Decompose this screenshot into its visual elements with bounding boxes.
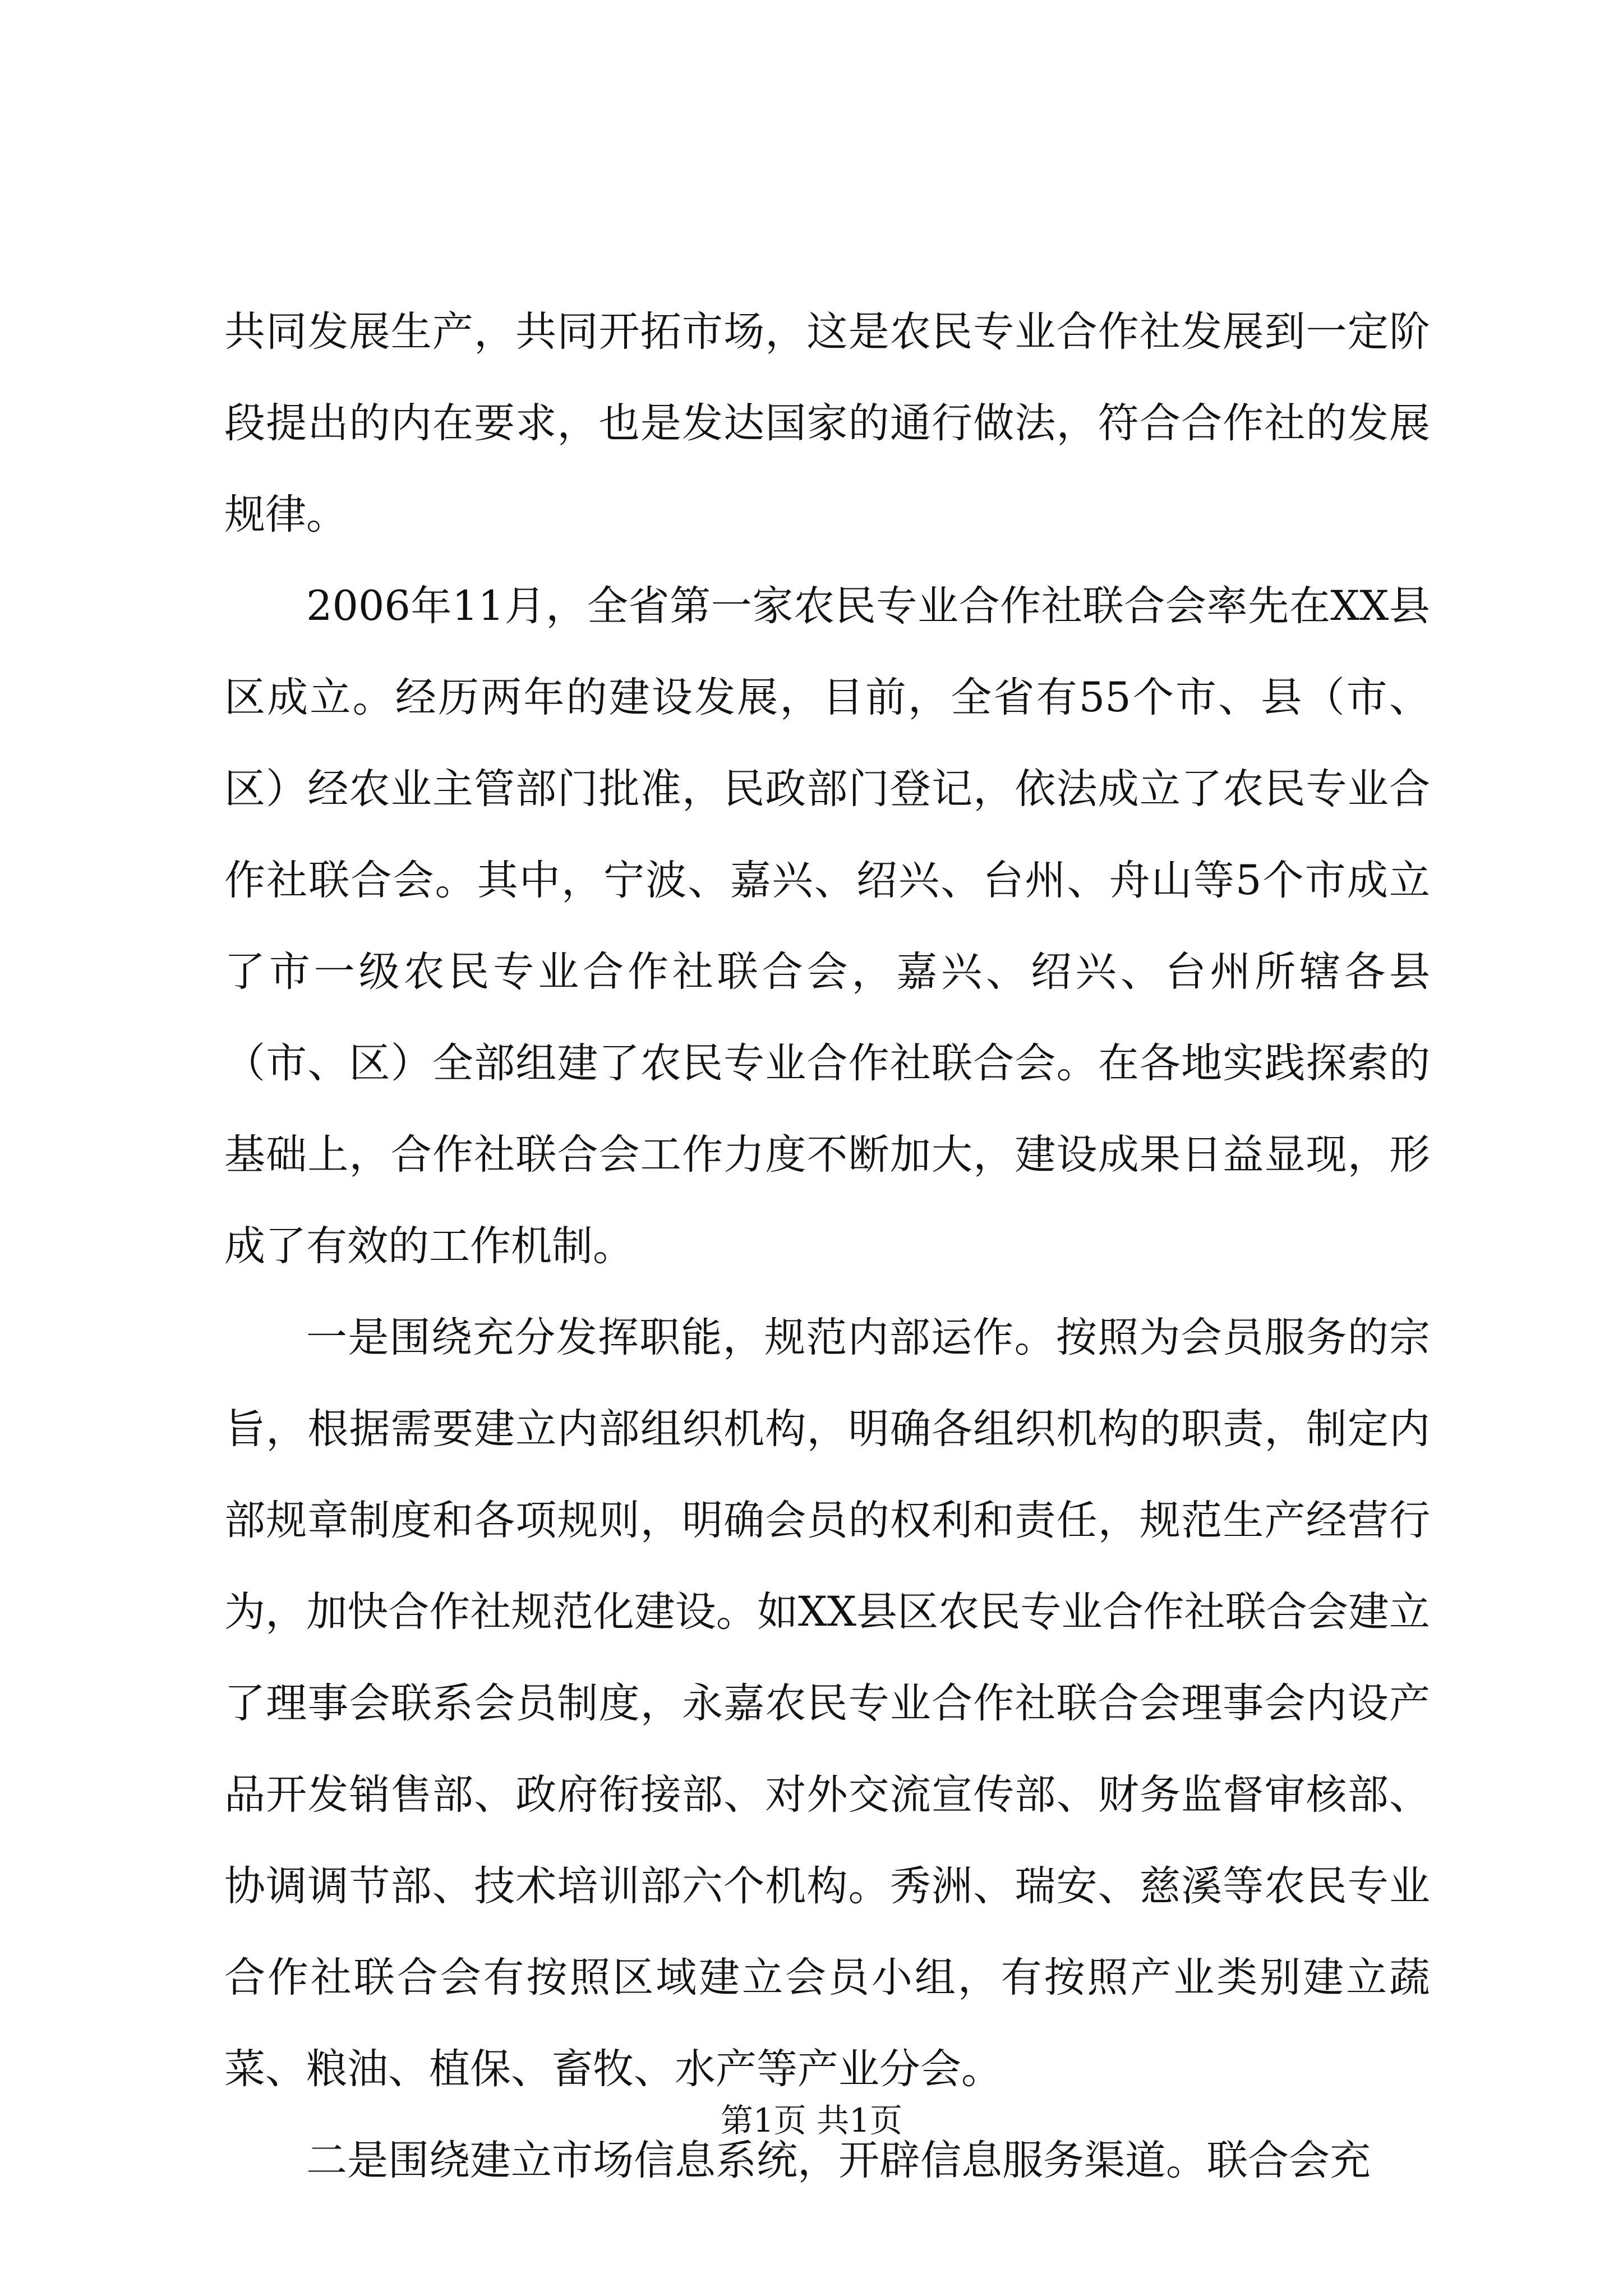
document-body [224,286,1430,2206]
paragraph-4: 二是围绕建立市场信息系统，开辟信息服务渠道。联合会充 [306,2137,1371,2184]
paragraph-3: 一是围绕充分发挥职能，规范内部运作。按照为会员服务的宗旨，根据需要建立内部组织机构，明确各组织机构的职责，制定内部规章制度和各项规则，明确会员的权利和责任，规范生产经营行为，加快合作社规范化建设。如XX县区农民专业合作社联合会建立了理事会联系会员制度，永嘉农民专业合作社联合会理事会内设产品开发销售部、政府衔接部、对外交流宣传部、财务监督审核部、协调调节部、技术培训部六个机构。秀洲、瑞安、慈溪等农民专业合作社联合会有按照区域建立会员小组，有按照产业类别建立蔬菜、粮油、植保、畜牧、水产等产业分会。 [224,1314,1430,2093]
paragraph-2: 2006年11月，全省第一家农民专业合作社联合会率先在XX县区成立。经历两年的建设发展，目前，全省有55个市、县（市、区）经农业主管部门批准，民政部门登记，依法成立了农民专业合作社联合会。其中，宁波、嘉兴、绍兴、台州、舟山等5个市成立了市一级农民专业合作社联合会，嘉兴、绍兴、台州所辖各县（市、区）全部组建了农民专业合作社联合会。在各地实践探索的基础上，合作社联合会工作力度不断加大，建设成果日益显现，形成了有效的工作机制。 [224,582,1430,1270]
page-footer: 第1页 共1页 [720,2101,903,2139]
paragraph-1: 共同发展生产，共同开拓市场，这是农民专业合作社发展到一定阶段提出的内在要求，也是发达国家的通行做法，符合合作社的发展规律。 [224,308,1430,539]
